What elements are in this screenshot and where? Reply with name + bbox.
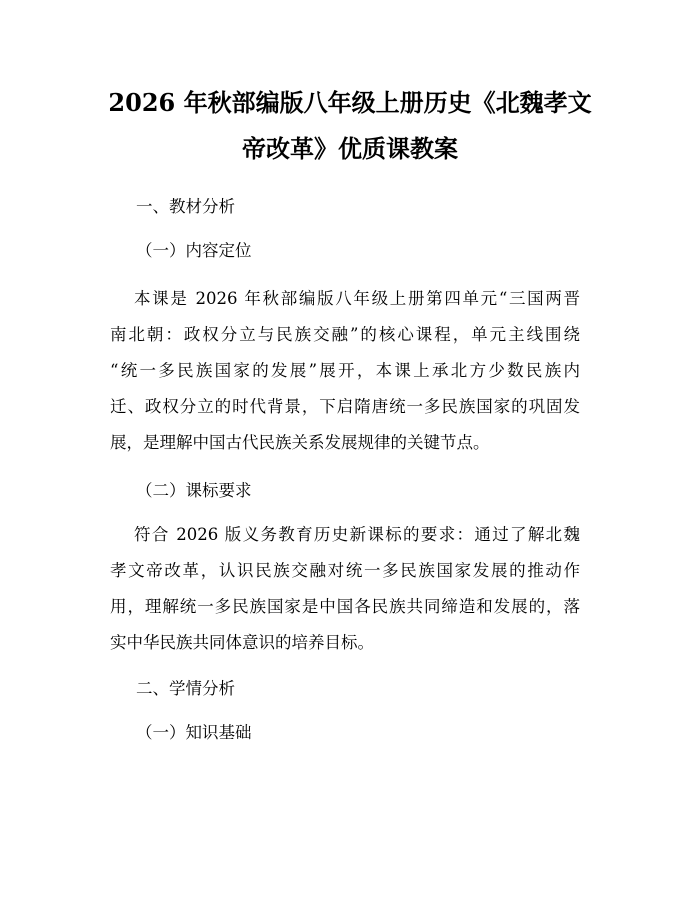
subheading-curriculum-requirements: （二）课标要求 bbox=[136, 481, 252, 500]
paragraph-line: 实中华民族共同体意识的培养目标。 bbox=[110, 633, 374, 652]
paragraph-line: 迁、政权分立的时代背景，下启隋唐统一多民族国家的巩固发 bbox=[110, 397, 580, 416]
subheading-knowledge-base: （一）知识基础 bbox=[136, 723, 252, 742]
paragraph-line: 展，是理解中国古代民族关系发展规律的关键节点。 bbox=[110, 433, 490, 452]
document-title-line-2: 帝改革》优质课教案 bbox=[242, 134, 458, 163]
paragraph-line: 本课是 2026 年秋部编版八年级上册第四单元“三国两晋 bbox=[134, 289, 580, 308]
paragraph-line: 符合 2026 版义务教育历史新课标的要求：通过了解北魏 bbox=[134, 525, 580, 544]
section-heading-textbook-analysis: 一、教材分析 bbox=[136, 197, 235, 216]
paragraph-line: 南北朝：政权分立与民族交融”的核心课程，单元主线围绕 bbox=[110, 325, 580, 344]
section-heading-learner-analysis: 二、学情分析 bbox=[136, 679, 235, 698]
paragraph-line: 孝文帝改革，认识民族交融对统一多民族国家发展的推动作 bbox=[110, 561, 580, 580]
subheading-content-positioning: （一）内容定位 bbox=[136, 241, 252, 260]
document-title-line-1: 2026 年秋部编版八年级上册历史《北魏孝文 bbox=[108, 88, 592, 117]
paragraph-line: “统一多民族国家的发展”展开，本课上承北方少数民族内 bbox=[110, 361, 580, 380]
paragraph-line: 用，理解统一多民族国家是中国各民族共同缔造和发展的，落 bbox=[110, 597, 580, 616]
